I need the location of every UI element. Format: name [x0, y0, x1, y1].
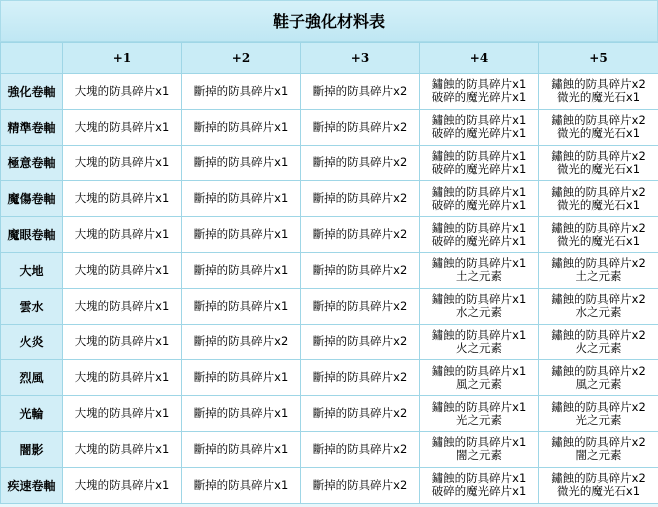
material-cell	[63, 288, 182, 324]
material-cell	[420, 109, 539, 145]
material-cell	[182, 74, 301, 110]
material-cell	[63, 324, 182, 360]
material-cell	[539, 109, 658, 145]
column-header: +4	[420, 43, 539, 74]
material-text: 斷掉的防具碎片x1	[193, 441, 289, 456]
material-cell	[63, 109, 182, 145]
material-cell	[301, 396, 420, 432]
material-cell	[63, 217, 182, 253]
material-text: 闇之元素	[575, 448, 622, 463]
material-text: 鏽蝕的防具碎片x2	[551, 435, 646, 450]
material-text: 鏽蝕的防具碎片x1	[431, 113, 527, 128]
material-text: 斷掉的防具碎片x2	[312, 155, 408, 170]
material-cell	[182, 252, 301, 288]
material-cell	[420, 360, 539, 396]
material-cell	[63, 74, 182, 110]
material-text: 斷掉的防具碎片x2	[312, 334, 408, 349]
material-text: 斷掉的防具碎片x2	[312, 477, 408, 492]
material-cell	[539, 145, 658, 181]
table-row	[1, 217, 658, 253]
material-cell	[420, 324, 539, 360]
material-text: 鏽蝕的防具碎片x1	[431, 471, 527, 486]
material-text: 鏽蝕的防具碎片x2	[551, 184, 646, 199]
row-label: 大地	[1, 252, 63, 288]
material-text: 大塊的防具碎片x1	[74, 191, 170, 206]
material-cell	[539, 181, 658, 217]
material-text: 鏽蝕的防具碎片x1	[431, 220, 527, 235]
row-label: 闇影	[1, 431, 63, 467]
material-text: 大塊的防具碎片x1	[74, 119, 170, 134]
material-text: 火之元素	[575, 340, 622, 355]
material-text: 鏽蝕的防具碎片x2	[551, 363, 646, 378]
material-cell	[539, 324, 658, 360]
material-text: 大塊的防具碎片x1	[74, 83, 170, 98]
material-cell	[182, 217, 301, 253]
material-cell	[301, 109, 420, 145]
material-text: 水之元素	[456, 305, 502, 320]
material-text: 鏽蝕的防具碎片x1	[431, 327, 527, 342]
material-text: 破碎的魔光碎片x1	[431, 233, 527, 248]
material-text: 鏽蝕的防具碎片x1	[431, 184, 527, 199]
table-row	[1, 467, 658, 503]
material-text: 斷掉的防具碎片x2	[312, 298, 408, 313]
material-cell	[301, 252, 420, 288]
material-cell	[182, 467, 301, 503]
material-text: 光之元素	[456, 412, 502, 427]
table-row	[1, 431, 658, 467]
material-text: 斷掉的防具碎片x1	[193, 155, 289, 170]
material-text: 鏽蝕的防具碎片x1	[431, 363, 527, 378]
row-label: 火炎	[1, 324, 63, 360]
material-text: 斷掉的防具碎片x2	[312, 227, 408, 242]
material-cell	[182, 288, 301, 324]
material-cell	[420, 181, 539, 217]
table-row	[1, 74, 658, 110]
material-text: 斷掉的防具碎片x1	[193, 406, 289, 421]
table-header	[1, 43, 658, 74]
column-header: +3	[301, 43, 420, 74]
table-row	[1, 324, 658, 360]
material-text: 斷掉的防具碎片x1	[193, 227, 289, 242]
material-cell	[539, 431, 658, 467]
material-text: 微光的魔光石x1	[556, 161, 641, 176]
material-text: 斷掉的防具碎片x2	[312, 191, 408, 206]
row-label: 光輪	[1, 396, 63, 432]
material-text: 斷掉的防具碎片x2	[193, 334, 289, 349]
material-text: 鏽蝕的防具碎片x2	[551, 148, 646, 163]
material-text: 大塊的防具碎片x1	[74, 334, 170, 349]
row-label: 精準卷軸	[1, 109, 63, 145]
material-text: 破碎的魔光碎片x1	[431, 90, 527, 105]
material-text: 鏽蝕的防具碎片x2	[551, 292, 646, 307]
material-cell	[539, 74, 658, 110]
row-label: 強化卷軸	[1, 74, 63, 110]
material-cell	[420, 74, 539, 110]
table-row	[1, 109, 658, 145]
material-text: 大塊的防具碎片x1	[74, 298, 170, 313]
material-cell	[182, 396, 301, 432]
material-text: 斷掉的防具碎片x2	[312, 83, 408, 98]
material-text: 鏽蝕的防具碎片x2	[551, 113, 646, 128]
material-text: 大塊的防具碎片x1	[74, 406, 170, 421]
material-cell	[301, 288, 420, 324]
material-cell	[420, 252, 539, 288]
material-cell	[301, 324, 420, 360]
material-text: 大塊的防具碎片x1	[74, 155, 170, 170]
table-row	[1, 252, 658, 288]
material-text: 鏽蝕的防具碎片x1	[431, 256, 527, 271]
table-title: 鞋子強化材料表	[0, 0, 658, 42]
table-row	[1, 288, 658, 324]
material-cell	[63, 396, 182, 432]
row-label: 極意卷軸	[1, 145, 63, 181]
material-cell	[182, 145, 301, 181]
material-text: 鏽蝕的防具碎片x2	[551, 471, 646, 486]
material-cell	[301, 431, 420, 467]
material-text: 火之元素	[456, 340, 502, 355]
material-text: 斷掉的防具碎片x1	[193, 119, 289, 134]
material-text: 微光的魔光石x1	[556, 90, 641, 105]
row-label: 魔眼卷軸	[1, 217, 63, 253]
column-header: +5	[539, 43, 658, 74]
material-text: 斷掉的防具碎片x2	[312, 441, 408, 456]
table-row	[1, 145, 658, 181]
material-text: 光之元素	[575, 412, 622, 427]
table-row	[1, 181, 658, 217]
material-text: 斷掉的防具碎片x1	[193, 262, 289, 277]
material-cell	[301, 181, 420, 217]
material-text: 大塊的防具碎片x1	[74, 477, 170, 492]
row-label: 魔傷卷軸	[1, 181, 63, 217]
material-text: 斷掉的防具碎片x2	[312, 370, 408, 385]
material-cell	[301, 145, 420, 181]
material-text: 鏽蝕的防具碎片x2	[551, 77, 646, 92]
material-text: 鏽蝕的防具碎片x1	[431, 148, 527, 163]
material-cell	[539, 360, 658, 396]
row-label: 疾速卷軸	[1, 467, 63, 503]
material-text: 鏽蝕的防具碎片x2	[551, 327, 646, 342]
material-cell	[301, 467, 420, 503]
material-cell	[182, 109, 301, 145]
material-text: 斷掉的防具碎片x1	[193, 370, 289, 385]
material-cell	[182, 324, 301, 360]
material-cell	[539, 467, 658, 503]
material-cell	[182, 360, 301, 396]
material-cell	[539, 252, 658, 288]
material-text: 大塊的防具碎片x1	[74, 262, 170, 277]
material-text: 闇之元素	[456, 448, 502, 463]
material-cell	[63, 431, 182, 467]
header-corner	[1, 43, 63, 74]
material-text: 水之元素	[575, 305, 622, 320]
material-cell	[420, 431, 539, 467]
material-text: 鏽蝕的防具碎片x1	[431, 435, 527, 450]
material-cell	[420, 145, 539, 181]
material-text: 微光的魔光石x1	[556, 233, 641, 248]
material-text: 破碎的魔光碎片x1	[431, 197, 527, 212]
column-header: +2	[182, 43, 301, 74]
material-text: 土之元素	[575, 269, 622, 284]
material-text: 鏽蝕的防具碎片x2	[551, 256, 646, 271]
material-text: 大塊的防具碎片x1	[74, 441, 170, 456]
material-text: 斷掉的防具碎片x1	[193, 477, 289, 492]
material-cell	[420, 288, 539, 324]
table-body	[1, 74, 658, 504]
material-cell	[63, 145, 182, 181]
table-row	[1, 360, 658, 396]
material-cell	[63, 181, 182, 217]
row-label: 雲水	[1, 288, 63, 324]
material-text: 斷掉的防具碎片x1	[193, 298, 289, 313]
row-label: 烈風	[1, 360, 63, 396]
material-cell	[539, 217, 658, 253]
material-text: 風之元素	[456, 376, 502, 391]
material-text: 破碎的魔光碎片x1	[431, 161, 527, 176]
column-header: +1	[63, 43, 182, 74]
material-cell	[301, 360, 420, 396]
material-text: 微光的魔光石x1	[556, 484, 641, 499]
material-cell	[63, 467, 182, 503]
material-cell	[539, 288, 658, 324]
material-cell	[182, 431, 301, 467]
material-text: 微光的魔光石x1	[556, 197, 641, 212]
material-cell	[63, 360, 182, 396]
material-text: 土之元素	[456, 269, 502, 284]
material-text: 鏽蝕的防具碎片x1	[431, 292, 527, 307]
material-text: 斷掉的防具碎片x1	[193, 191, 289, 206]
material-cell	[63, 252, 182, 288]
material-text: 大塊的防具碎片x1	[74, 227, 170, 242]
material-text: 鏽蝕的防具碎片x2	[551, 220, 646, 235]
material-cell	[539, 396, 658, 432]
material-text: 鏽蝕的防具碎片x1	[431, 77, 527, 92]
material-cell	[301, 74, 420, 110]
material-text: 斷掉的防具碎片x1	[193, 83, 289, 98]
material-text: 斷掉的防具碎片x2	[312, 119, 408, 134]
table-row	[1, 396, 658, 432]
materials-table	[0, 42, 658, 504]
material-text: 大塊的防具碎片x1	[74, 370, 170, 385]
material-cell	[420, 396, 539, 432]
material-cell	[301, 217, 420, 253]
material-text: 鏽蝕的防具碎片x1	[431, 399, 527, 414]
material-cell	[420, 467, 539, 503]
material-text: 破碎的魔光碎片x1	[431, 126, 527, 141]
material-text: 斷掉的防具碎片x2	[312, 262, 408, 277]
material-text: 風之元素	[575, 376, 622, 391]
material-text: 鏽蝕的防具碎片x2	[551, 399, 646, 414]
material-text: 微光的魔光石x1	[556, 126, 641, 141]
material-cell	[420, 217, 539, 253]
material-text: 破碎的魔光碎片x1	[431, 484, 527, 499]
material-text: 斷掉的防具碎片x2	[312, 406, 408, 421]
material-cell	[182, 181, 301, 217]
